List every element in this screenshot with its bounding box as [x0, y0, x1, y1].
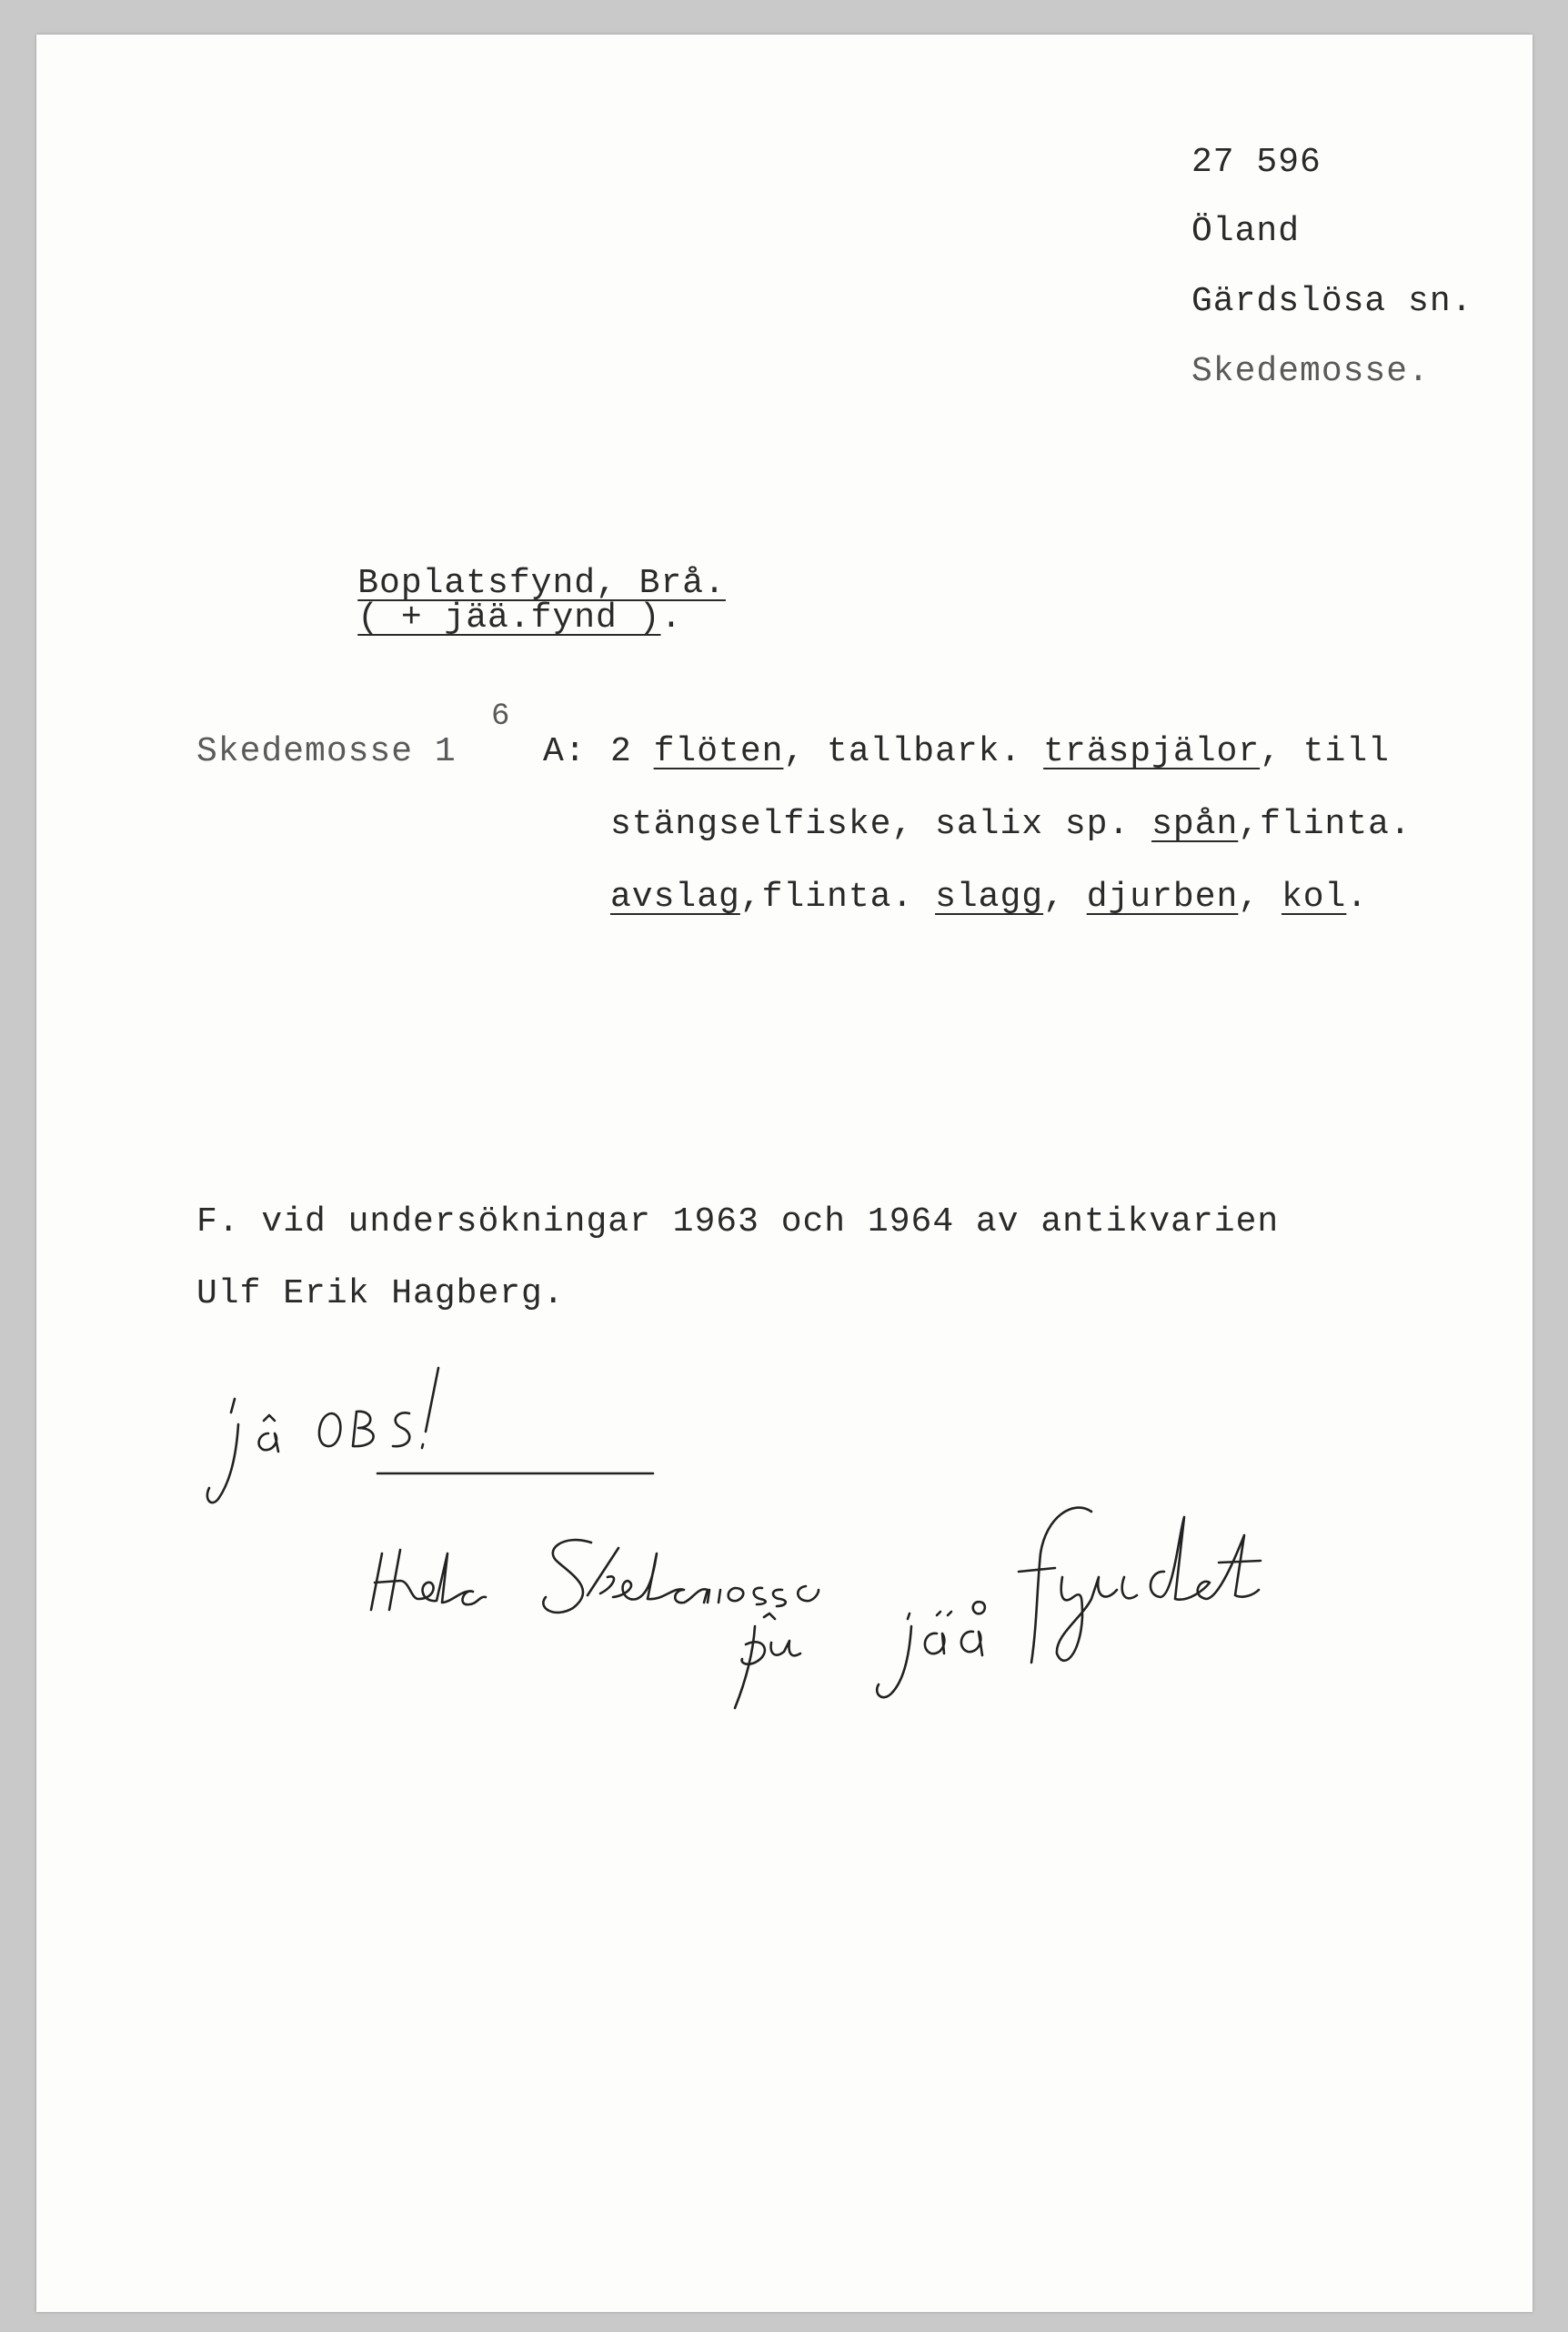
text-run: kol: [1281, 878, 1347, 917]
text-run: ,flinta.: [739, 878, 936, 917]
site-name: Skedemosse.: [1191, 352, 1430, 391]
catalog-number: 27 596: [1191, 143, 1322, 182]
text-run: slagg: [935, 878, 1044, 917]
text-run: flöten: [653, 732, 784, 771]
text-run: ,flinta.: [1238, 805, 1412, 844]
note-line-2: Ulf Erik Hagberg.: [196, 1274, 565, 1313]
entry-superscript: 6: [491, 699, 511, 734]
text-run: djurben: [1086, 878, 1239, 917]
card-title: [271, 532, 726, 670]
note-line-1: F. vid undersökningar 1963 och 1964 av antikvarien: [196, 1202, 1280, 1241]
title-paren: ( + jää.fynd ): [357, 598, 661, 638]
title-dot: .: [660, 598, 683, 638]
entry-site: [196, 732, 457, 771]
entry-line-1: [610, 732, 1390, 771]
text-run: stängselfiske, salix sp.: [610, 805, 1152, 844]
entry-line-2: [610, 805, 1412, 844]
handwritten-note: [36, 1326, 1533, 1781]
province: Öland: [1191, 212, 1301, 251]
text-run: 2: [610, 732, 654, 771]
text-run: ,: [1238, 878, 1282, 917]
entry-label: A:: [543, 732, 587, 771]
text-run: , tallbark.: [783, 732, 1044, 771]
entry-site-name: Skedemosse 1: [196, 732, 457, 771]
text-run: .: [1346, 878, 1369, 917]
entry-line-3: [610, 880, 1368, 915]
text-run: avslag: [610, 878, 740, 917]
text-run: spån: [1151, 805, 1239, 844]
parish: Gärdslösa sn.: [1191, 282, 1473, 321]
title-main: Boplatsfynd, Brå.: [357, 564, 726, 603]
catalog-card: [36, 35, 1533, 2312]
text-run: ,: [1043, 878, 1087, 917]
text-run: träspjälor: [1043, 732, 1261, 771]
text-run: , till: [1260, 732, 1390, 771]
